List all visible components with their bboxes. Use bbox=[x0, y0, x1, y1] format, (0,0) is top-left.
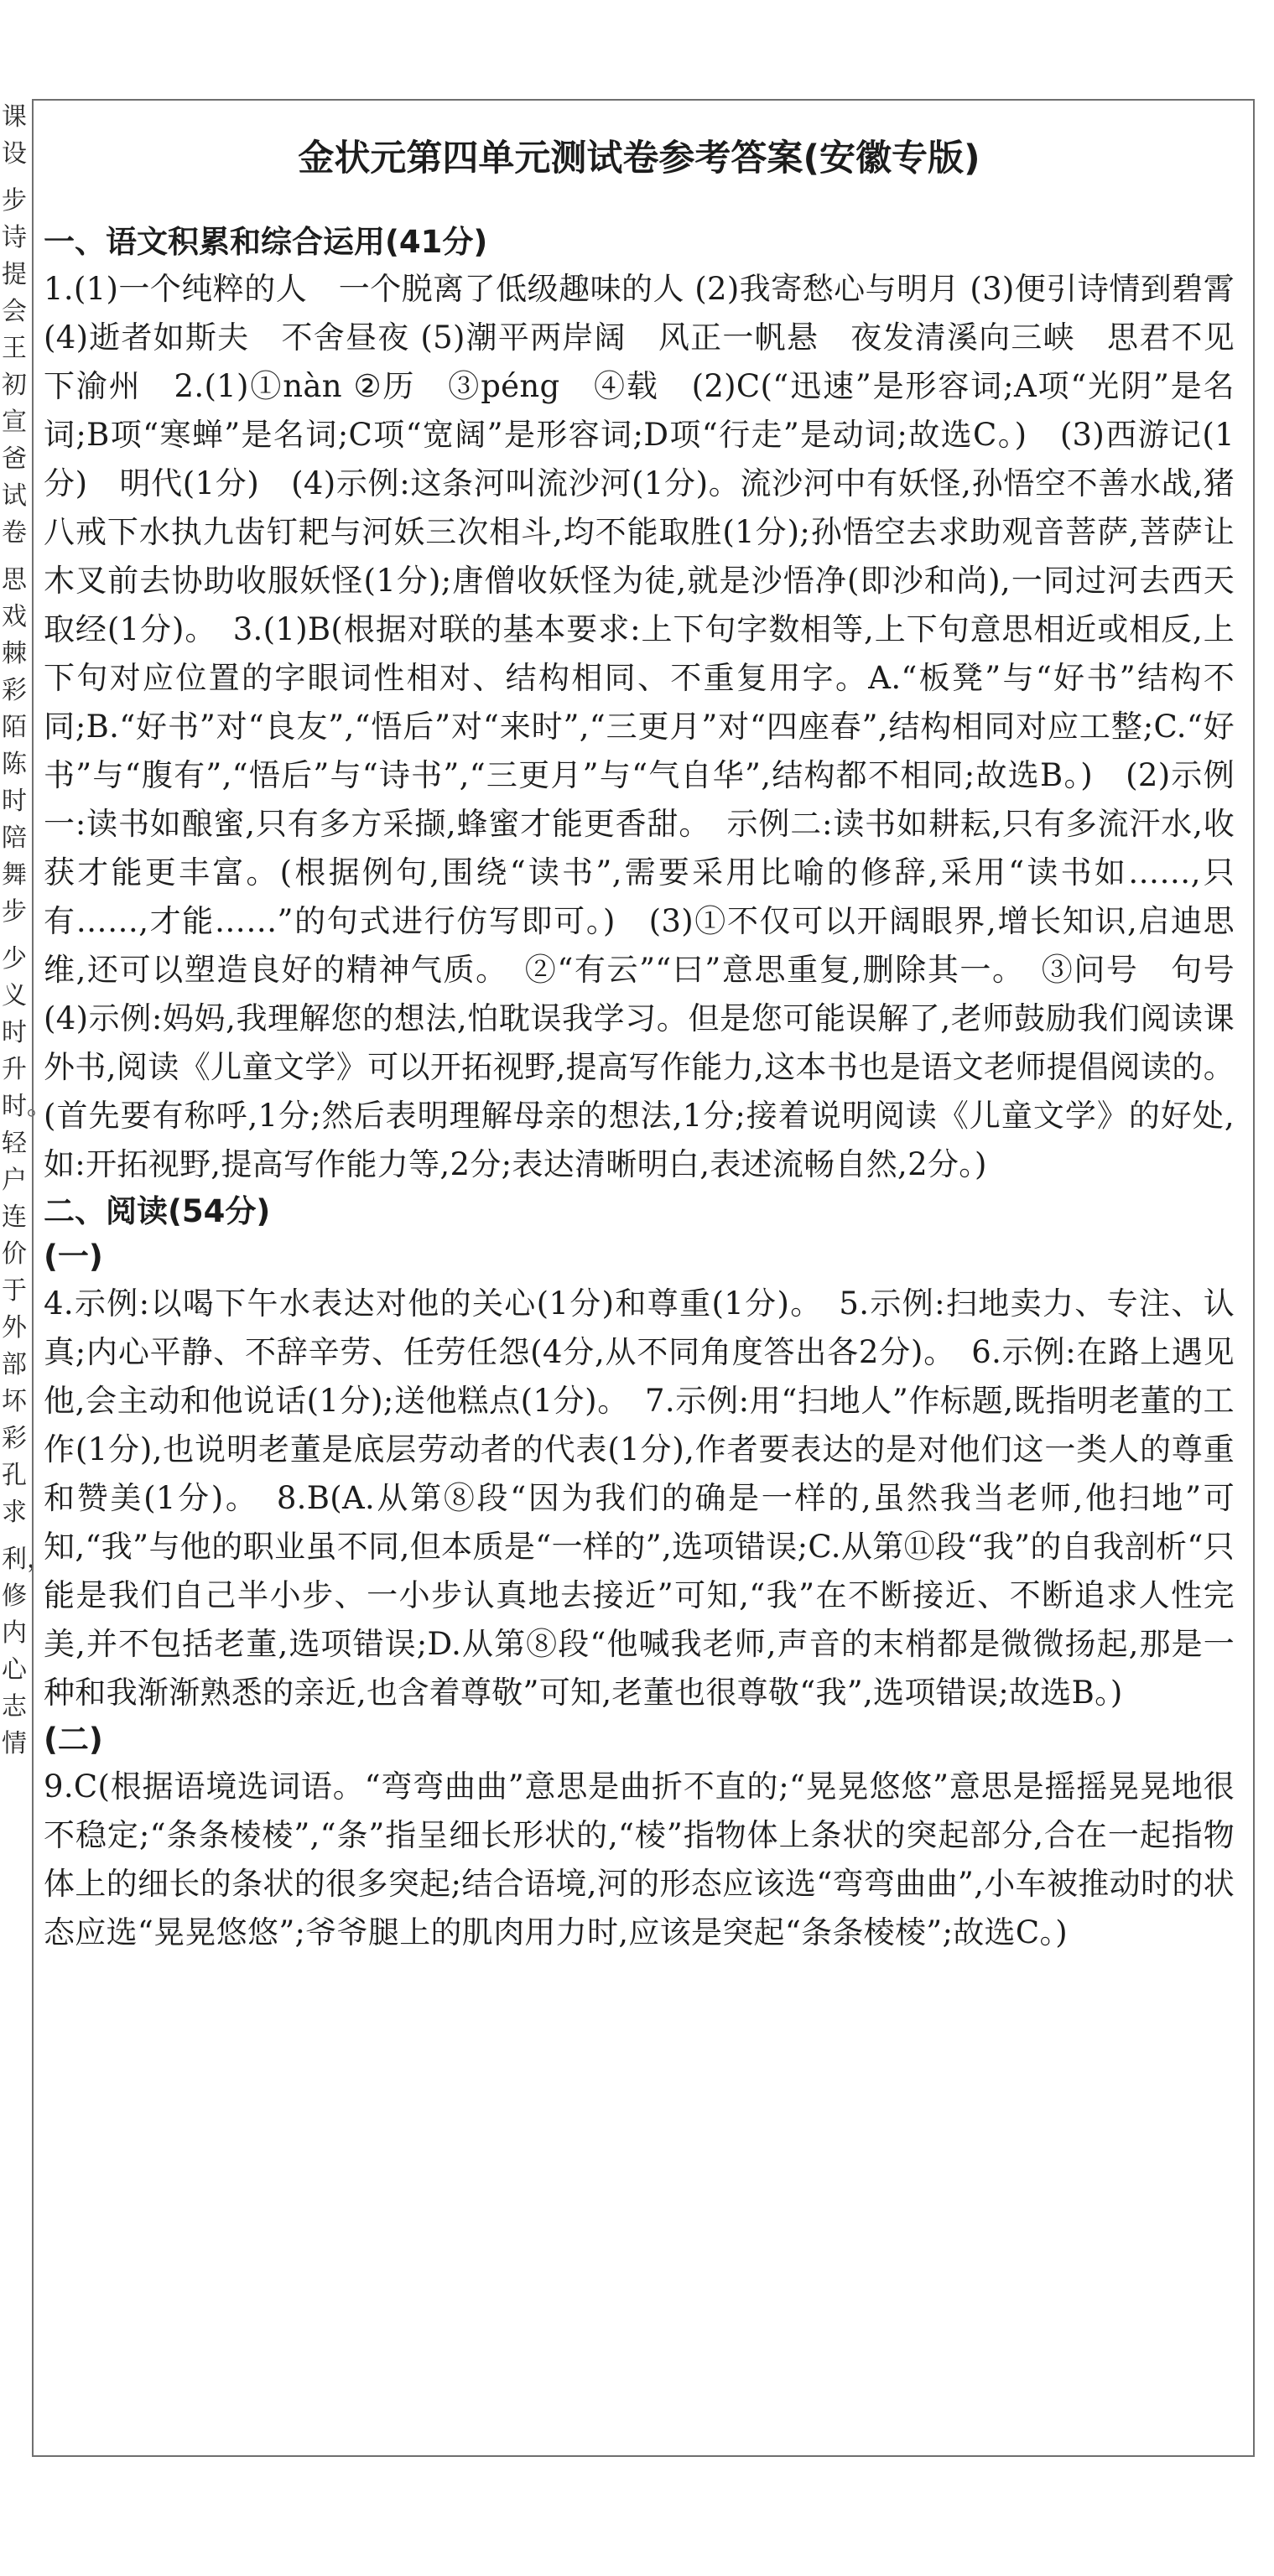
margin-fragment: 少义时升时。轻户连价于外部坏彩孔求 bbox=[2, 944, 52, 1527]
section-1-paragraph: 1.(1)一个纯粹的人 一个脱离了低级趣味的人 (2)我寄愁心与明月 (3)便引诗情到碧霄 (4)逝者如斯夫 不舍昼夜 (5)潮平两岸阔 风正一帆悬 夜发清溪向三峡 思君不见下渝州 2.(1)①nàn ②历 ③péng ④载 (2)C(“迅速”是形容词;A项“光阴”是名词;B项“寒蝉”是名词;C项“宽阔”是形容词;D项“行走”是动词;故选C。) (3)西游记(1分) 明代(1分) (4)示例:这条河叫流沙河(1分)。流沙河中有妖怪,孙悟空不善水战,猪八戒下水执九齿钉耙与河妖三次相斗,均不能取胜(1分);孙悟空去求助观音菩萨,菩萨让木叉前去协助收服妖怪(1分);唐僧收妖怪为徒,就是沙悟净(即沙和尚),一同过河去西天取经(1分)。 3.(1)B(根据对联的基本要求:上下句字数相等,上下句意思相近或相反,上下句对应位置的字眼词性相对、结构相同、不重复用字。A.“板凳”与“好书”结构不同;B.“好书”对“良友”,“悟后”对“来时”,“三更月”对“四座春”,结构相同对应工整;C.“好书”与“腹有”,“悟后”与“诗书”,“三更月”与“气自华”,结构都不相同;故选B。) (2)示例一:读书如酿蜜,只有多方采撷,蜂蜜才能更香甜。 示例二:读书如耕耘,只有多流汗水,收获才能更丰富。(根据例句,围绕“读书”,需要采用比喻的修辞,采用“读书如……,只有……,才能……”的句式进行仿写即可。) (3)①不仅可以开阔眼界,增长知识,启迪思维,还可以塑造良好的精神气质。 ②“有云”“曰”意思重复,删除其一。 ③问号 句号 (4)示例:妈妈,我理解您的想法,怕耽误我学习。但是您可能误解了,老师鼓励我们阅读课外书,阅读《儿童文学》可以开拓视野,提高写作能力,这本书也是语文老师提倡阅读的。(首先要有称呼,1分;然后表明理解母亲的想法,1分;接着说明阅读《儿童文学》的好处,如:开拓视野,提高写作能力等,2分;表达清晰明白,表述流畅自然,2分。) bbox=[44, 271, 1266, 1182]
subsection-1-paragraph: 4.示例:以喝下午水表达对他的关心(1分)和尊重(1分)。 5.示例:扫地卖力、专注、认真;内心平静、不辞辛劳、任劳任怨(4分,从不同角度答出各2分)。 6.示例:在路上遇见他,会主动和他说话(1分);送他糕点(1分)。 7.示例:用“扫地人”作标题,既指明老董的工作(1分),也说明老董是底层劳动者的代表(1分),作者要表达的是对他们这一类人的尊重和赞美(1分)。 8.B(A.从第⑧段“因为我们的确是一样的,虽然我当老师,他扫地”可知,“我”与他的职业虽不同,但本质是“一样的”,选项错误;C.从第⑪段“我”的自我剖析“只能是我们自己半小步、一小步认真地去接近”可知,“我”在不断接近、不断追求人性完美,并不包括老董,选项错误;D.从第⑧段“他喊我老师,声音的末梢都是微微扬起,那是一种和我渐渐熟悉的亲近,也含着尊敬”可知,老董也很尊敬“我”,选项错误;故选B。) bbox=[44, 1285, 1235, 1711]
margin-fragment: 步诗提会王初宣爸试卷 bbox=[2, 186, 27, 548]
answer-document bbox=[44, 126, 1266, 1957]
subsection-2-paragraph: 9.C(根据语境选词语。“弯弯曲曲”意思是曲折不直的;“晃晃悠悠”意思是摇摇晃晃地很不稳定;“条条棱棱”,“条”指呈细长形状的,“棱”指物体上条状的突起部分,合在一起指物体上的细长的条状的很多突起;结合语境,河的形态应该选“弯弯曲曲”,小车被推动时的状态应选“晃晃悠悠”;爷爷腿上的肌肉用力时,应该是突起“条条棱棱”;故选C。) bbox=[44, 1768, 1235, 1950]
subsection-heading-1: (一) bbox=[44, 1239, 103, 1275]
section-heading-1: 一、语文积累和综合运用(41分) bbox=[44, 224, 488, 260]
margin-fragment: 思戏棘彩陌陈时陪舞步 bbox=[2, 565, 27, 927]
subsection-heading-2: (二) bbox=[44, 1722, 103, 1758]
margin-fragment: 利，修内心志情 bbox=[2, 1545, 52, 1758]
section-heading-2: 二、阅读(54分) bbox=[44, 1193, 271, 1229]
document-title: 金状元第四单元测试卷参考答案(安徽专版) bbox=[298, 138, 980, 179]
left-margin-fragments bbox=[2, 99, 52, 1773]
margin-fragment: 课设 bbox=[2, 102, 27, 169]
